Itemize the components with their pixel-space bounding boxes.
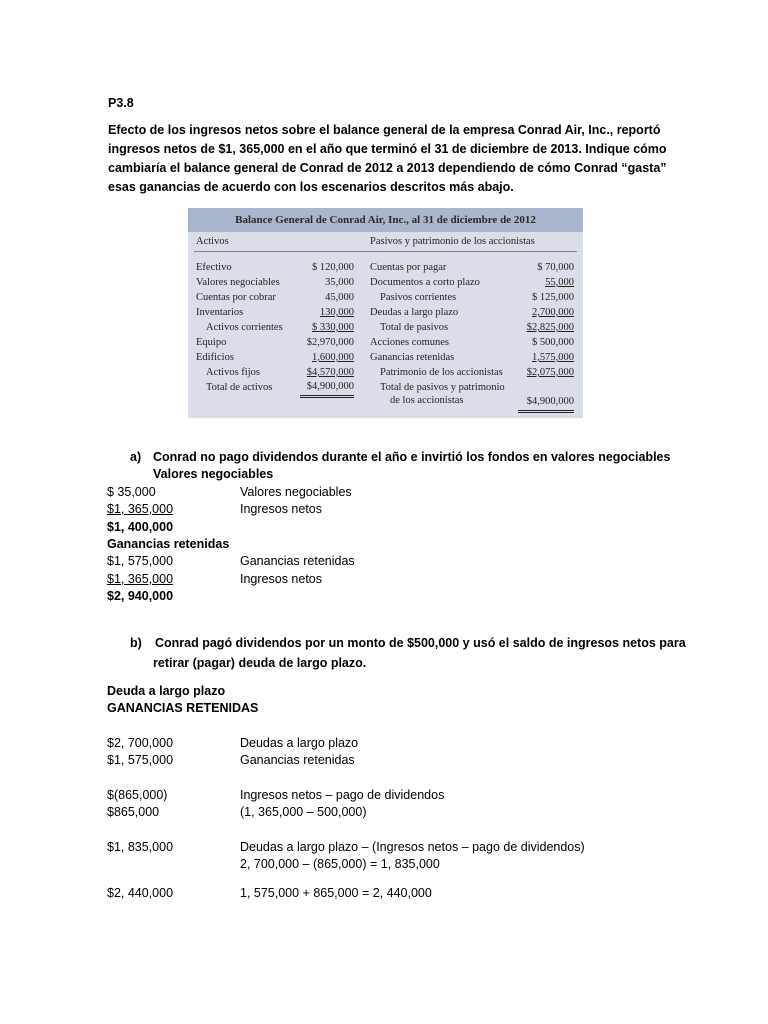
asset-value: 130,000 xyxy=(319,307,354,318)
amount: $1, 365,000 xyxy=(107,572,174,586)
amount: $1, 575,000 xyxy=(107,554,174,568)
description: Ingresos netos xyxy=(240,502,322,516)
asset-value: 45,000 xyxy=(325,292,354,303)
asset-value: $4,900,000 xyxy=(300,380,354,398)
amount: $ 35,000 xyxy=(107,485,156,499)
liability-value: $2,825,000 xyxy=(526,322,574,333)
asset-value: $2,970,000 xyxy=(306,337,354,348)
header-rule xyxy=(194,251,577,252)
liability-label: Acciones comunes xyxy=(370,337,450,348)
amount: $1, 365,000 xyxy=(107,502,174,516)
description: Deudas a largo plazo xyxy=(240,736,359,750)
liability-value: 55,000 xyxy=(545,277,574,288)
liabilities-header: Pasivos y patrimonio de los accionistas xyxy=(370,236,535,247)
amount: $2, 700,000 xyxy=(107,736,174,750)
liability-value: $ 70,000 xyxy=(537,262,574,273)
total-amount: $2, 940,000 xyxy=(107,589,174,603)
section-a-marker: a) xyxy=(130,450,142,464)
asset-label: Activos corrientes xyxy=(206,322,283,333)
asset-value: $ 330,000 xyxy=(312,322,354,333)
asset-value: 1,600,000 xyxy=(312,352,354,363)
description: (1, 365,000 – 500,000) xyxy=(240,805,367,819)
liability-label: Total de pasivos y patrimonio xyxy=(380,382,505,393)
liability-label: Documentos a corto plazo xyxy=(370,277,480,288)
asset-label: Activos fijos xyxy=(206,367,260,378)
liability-value: $ 500,000 xyxy=(532,337,574,348)
description: Ingresos netos xyxy=(240,572,322,586)
amount: $2, 440,000 xyxy=(107,886,174,900)
total-amount: $1, 400,000 xyxy=(107,520,174,534)
section-b-heading: Conrad pagó dividendos por un monto de $500,000 y usó el saldo de ingresos netos para xyxy=(155,636,686,650)
asset-label: Efectivo xyxy=(196,262,232,273)
description: 1, 575,000 + 865,000 = 2, 440,000 xyxy=(240,886,432,900)
amount: $1, 575,000 xyxy=(107,753,174,767)
section-b-label: Deuda a largo plazo xyxy=(107,684,226,698)
liability-value: $ 125,000 xyxy=(532,292,574,303)
liability-value: 2,700,000 xyxy=(532,307,574,318)
liability-value: 1,575,000 xyxy=(532,352,574,363)
description: Ganancias retenidas xyxy=(240,554,355,568)
amount: $(865,000) xyxy=(107,788,168,802)
liability-label-cont: de los accionistas xyxy=(390,395,464,406)
section-b-label: GANANCIAS RETENIDAS xyxy=(107,701,259,715)
section-b-heading-cont: retirar (pagar) deuda de largo plazo. xyxy=(153,656,367,670)
description: 2, 700,000 – (865,000) = 1, 835,000 xyxy=(240,857,440,871)
liability-label: Pasivos corrientes xyxy=(380,292,457,303)
liability-label: Deudas a largo plazo xyxy=(370,307,459,318)
asset-label: Cuentas por cobrar xyxy=(196,292,276,303)
asset-label: Equipo xyxy=(196,337,227,348)
group-title: Ganancias retenidas xyxy=(107,537,230,551)
section-b-marker: b) xyxy=(130,636,142,650)
description: Deudas a largo plazo – (Ingresos netos – pago de dividendos) xyxy=(240,840,585,854)
asset-label: Edificios xyxy=(196,352,234,363)
asset-value: $ 120,000 xyxy=(312,262,354,273)
balance-sheet-title: Balance General de Conrad Air, Inc., al 31 de diciembre de 2012 xyxy=(188,208,583,232)
section-a-heading: Conrad no pago dividendos durante el año e invirtió los fondos en valores negociables xyxy=(153,450,671,464)
description: Valores negociables xyxy=(240,485,352,499)
problem-intro: Efecto de los ingresos netos sobre el balance general de la empresa Conrad Air, Inc., reportó ingresos netos de $1, 365,000 en el año que terminó el 31 de diciembre de 2013. Indique cómo cambiaría el balance general de Conrad de 2012 a 2013 dependiendo de cómo Conrad “gasta” esas ganancias de acuerdo con los escenarios descritos más abajo. xyxy=(108,123,667,194)
asset-label: Total de activos xyxy=(206,382,273,393)
asset-label: Valores negociables xyxy=(196,277,280,288)
liability-value: $2,075,000 xyxy=(526,367,574,378)
amount: $865,000 xyxy=(107,805,160,819)
liability-label: Patrimonio de los accionistas xyxy=(380,367,503,378)
asset-label: Inventarios xyxy=(196,307,244,318)
assets-header: Activos xyxy=(196,236,229,247)
liability-label: Cuentas por pagar xyxy=(370,262,447,273)
balance-sheet-table xyxy=(188,208,583,418)
liability-value: $4,900,000 xyxy=(518,395,574,413)
liability-label: Total de pasivos xyxy=(380,322,449,333)
asset-value: 35,000 xyxy=(325,277,354,288)
liability-label: Ganancias retenidas xyxy=(370,352,455,363)
description: Ganancias retenidas xyxy=(240,753,355,767)
section-a-subheading: Valores negociables xyxy=(153,467,274,481)
description: Ingresos netos – pago de dividendos xyxy=(240,788,445,802)
problem-id: P3.8 xyxy=(108,96,134,110)
asset-value: $4,570,000 xyxy=(306,367,354,378)
amount: $1, 835,000 xyxy=(107,840,174,854)
